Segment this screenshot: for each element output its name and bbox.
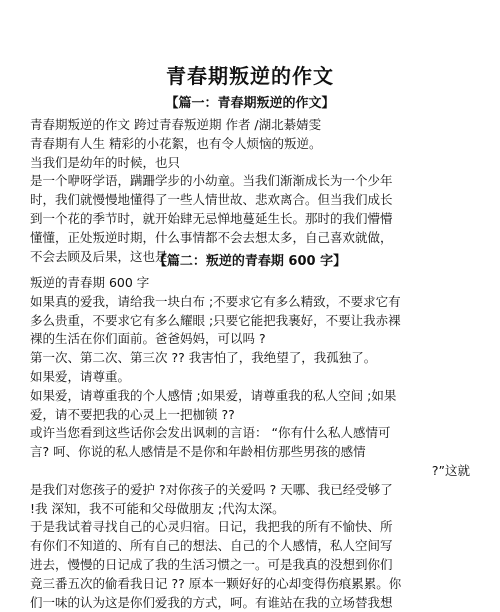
text-line: 青春期叛逆的作文 跨过青春叛逆期 作者 /湖北綦婧雯 [30,117,322,132]
text-line: 如果真的爱我，请给我一块白布 ;不要求它有多么精致，不要求它有 [30,293,401,309]
text-line: 是我们对您孩子的爱护 ?对你孩子的关爱吗 ? 天哪、我已经受够了 [30,481,393,497]
section-heading-1: 【篇一：青春期叛逆的作文】 [165,96,335,111]
text-line: !我 深知，我不可能和父母做朋友 ;代沟太深。 [30,500,285,516]
text-line: ?”这就 [431,462,470,478]
page-title: 青春期叛逆的作文 [166,64,334,88]
text-line: 有你们不知道的、所有自己的想法、自己的个人感情，私人空间写 [30,538,393,554]
text-line: 懂懂，正处叛逆时期，什么事情都不会去想太多，自己喜欢就做， [30,229,393,245]
text-line: 是一个咿呀学语，蹒跚学步的小幼童。当我们渐渐成长为一个少年 [30,173,393,189]
text-line: 到一个花的季节时，就开始肆无忌惮地蔓延生长。那时的我们懵懵 [30,210,393,226]
text-line: 竟三番五次的偷看我日记 ?? 原本一颗好好的心却变得伤痕累累。你 [30,575,402,591]
text-line: 们一味的认为这是你们爱我的方式，呵。有谁站在我的立场替我想 [30,594,393,610]
text-line: 爱，请不要把我的心灵上一把枷锁 ?? [30,406,235,422]
paragraph-block-2 [30,274,470,612]
text-line: 当我们是幼年的时候，也只 [30,154,181,170]
paragraph-block-1 [30,116,470,266]
text-line: 言? 呵、你说的私人感情是不是你和年龄相仿那些男孩的感情 [30,444,366,460]
text-line: 如果爱，请尊重。 [30,368,131,384]
text-line: 裸的生活在你们面前。爸爸妈妈，可以吗 ? [30,331,266,347]
text-line: 青春期有人生 精彩的小花絮，也有令人烦恼的叛逆。 [30,135,322,151]
text-line: 时，我们就慢慢地懂得了一些人情世故、悲欢离合。但当我们成长 [30,192,393,208]
text-line: 进去，慢慢的日记成了我的生活习惯之一。可是我真的没想到你们 [30,556,393,572]
text-line: 不会去顾及后果，这也是 [30,248,168,264]
text-line: 于是我试着寻找自己的心灵归宿。日记，我把我的所有不愉快、所 [30,519,393,535]
text-line: 或许当您看到这些话你会发出讽刺的言语： “你有什么私人感情可 [30,425,391,441]
text-line: 第一次、第二次、第三次 ?? 我害怕了，我绝望了，我孤独了。 [30,350,377,366]
text-line: 如果爱，请尊重我的个人感情 ;如果爱，请尊重我的私人空间 ;如果 [30,387,397,403]
text-line: 多么贵重，不要求它有多么耀眼 ;只要它能把我裹好，不要让我赤裸 [30,312,401,328]
text-line: 叛逆的青春期 600 字 [30,275,150,290]
section-heading-2: 【篇二：叛逆的青春期 600 字】 [153,254,347,269]
